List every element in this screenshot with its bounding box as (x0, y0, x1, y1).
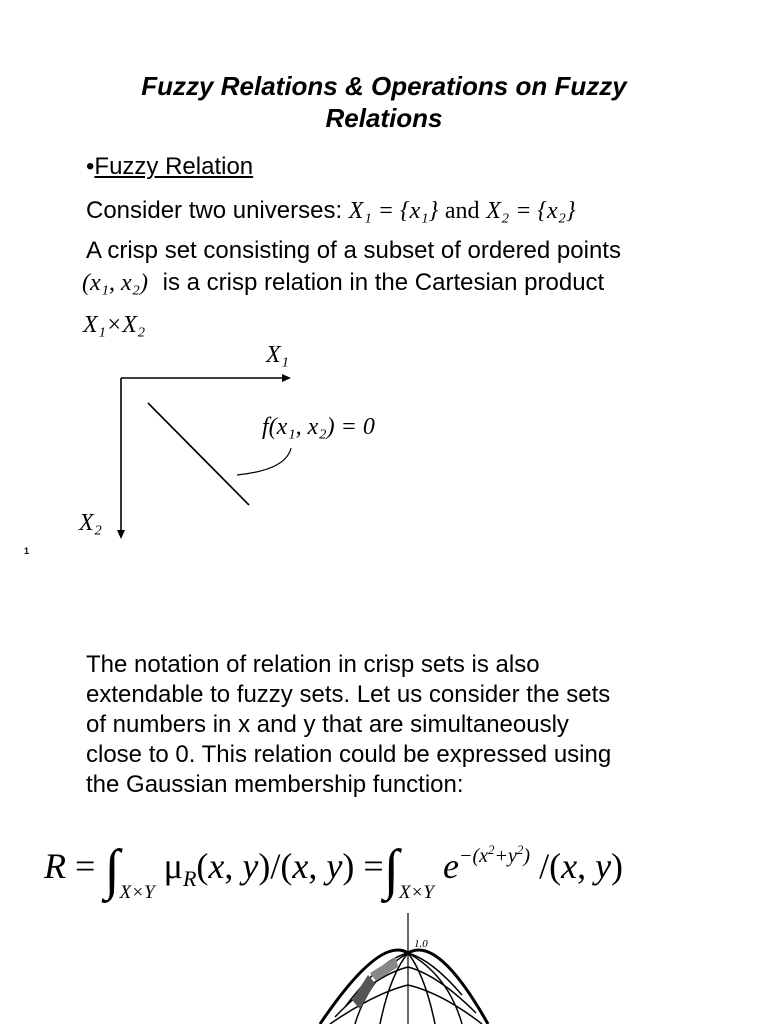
paragraph-line: close to 0. This relation could be expressed using (86, 741, 612, 768)
cartesian-product-formula: X₁×X₂ (83, 312, 146, 338)
paragraph-line: of numbers in x and y that are simultaneously (86, 711, 569, 738)
cartesian-text: is a crisp relation in the Cartesian product (162, 269, 605, 296)
cartesian-line (82, 268, 604, 298)
relation-line (148, 403, 249, 505)
x1-set-formula: X₁ = {x₁} (348, 198, 439, 224)
x1-axis-label: X₁ (266, 342, 290, 368)
crisp-set-line: A crisp set consisting of a subset of ordered points (86, 237, 621, 264)
x1-axis-arrow (282, 374, 291, 382)
surface-grid (408, 953, 462, 1024)
leader-curve (237, 448, 291, 475)
function-label: f(x₁, x₂) = 0 (262, 414, 375, 440)
gaussian-relation-equation: $R = \int_{X\times Y}$ $\mu_R(x$, y)/(x, $y) =\int_{X\times Y}$ $e^{-(x^2+y^2)}$ /(x, y) (44, 839, 624, 903)
ordered-pair-formula: (x₁, x₂) (82, 270, 148, 296)
gaussian-surface-plot (170, 905, 610, 1024)
section-heading (86, 152, 253, 182)
peak-label: 1.0 (414, 938, 428, 950)
page-number: 1 (24, 546, 30, 556)
paragraph-line: extendable to fuzzy sets. Let us consider the sets (86, 681, 611, 708)
section-heading-text: Fuzzy Relation (94, 153, 254, 180)
paragraph-line: The notation of relation in crisp sets is also (86, 651, 540, 678)
paragraph-line: the Gaussian membership function: (86, 771, 464, 798)
x2-set-formula: X₂ = {x₂} (486, 198, 576, 224)
bullet: • (86, 153, 95, 180)
x2-axis-label: X₂ (79, 510, 103, 536)
title-line-2: Relations (325, 103, 443, 133)
page-title (0, 70, 768, 134)
body-paragraph (86, 650, 726, 800)
surface-outline (320, 950, 488, 1024)
universes-line (86, 196, 576, 226)
title-line-1: Fuzzy Relations & Operations on Fuzzy (141, 71, 627, 101)
x2-axis-arrow (117, 530, 125, 539)
consider-text: Consider two universes: (86, 197, 343, 224)
and-word: and (444, 198, 480, 224)
